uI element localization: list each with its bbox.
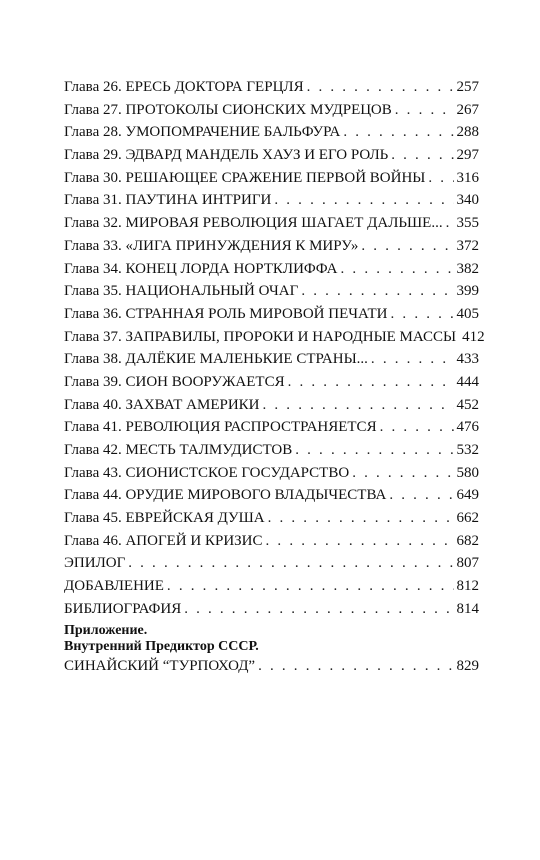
toc-entry-page: 682 (456, 532, 479, 549)
dot-leader (167, 575, 454, 598)
toc-entry-page: 444 (456, 373, 479, 390)
toc-entry (64, 507, 479, 530)
dot-leader (268, 507, 454, 530)
toc-entry-page: 340 (456, 192, 479, 209)
toc-entry (64, 416, 479, 439)
toc-entry-title: Глава 36. СТРАННАЯ РОЛЬ МИРОВОЙ ПЕЧАТИ (64, 305, 388, 322)
toc-entry-title: Глава 46. АПОГЕЙ И КРИЗИС (64, 532, 263, 549)
dot-leader (307, 76, 454, 99)
toc-entry-page: 288 (456, 124, 479, 141)
table-of-contents (64, 76, 485, 677)
toc-entry-title: Глава 29. ЭДВАРД МАНДЕЛЬ ХАУЗ И ЕГО РОЛЬ (64, 147, 389, 164)
toc-entry-page: 257 (456, 79, 479, 95)
dot-leader (352, 462, 453, 485)
toc-entry-page: 649 (456, 487, 479, 504)
toc-entry-page: 297 (456, 147, 479, 164)
toc-entry-title: Глава 39. СИОН ВООРУЖАЕТСЯ (64, 373, 285, 390)
toc-entry-title: ЭПИЛОГ (64, 555, 126, 572)
dot-leader (288, 371, 454, 394)
toc-entry-page: 372 (456, 237, 479, 254)
dot-leader (446, 212, 454, 235)
toc-entry-title: Глава 27. ПРОТОКОЛЫ СИОНСКИХ МУДРЕЦОВ (64, 101, 392, 118)
toc-entry (64, 575, 479, 598)
toc-entry-title: Глава 42. МЕСТЬ ТАЛМУДИСТОВ (64, 442, 293, 458)
toc-entry (64, 484, 479, 507)
toc-entry-title: Глава 38. ДАЛЁКИЕ МАЛЕНЬКИЕ СТРАНЫ... (64, 351, 368, 368)
toc-entry (64, 235, 479, 258)
dot-leader (274, 189, 453, 212)
dot-leader (341, 258, 454, 281)
toc-entry (64, 258, 479, 281)
dot-leader (301, 280, 453, 303)
dot-leader (258, 655, 453, 678)
toc-entry (64, 462, 479, 485)
toc-entry-page: 405 (456, 305, 479, 322)
dot-leader (389, 484, 453, 507)
toc-entry (64, 552, 479, 575)
toc-entry-title: Глава 43. СИОНИСТСКОЕ ГОСУДАРСТВО (64, 464, 350, 481)
toc-appendix (64, 623, 479, 678)
dot-leader (395, 99, 454, 122)
toc-entry-title: Глава 32. МИРОВАЯ РЕВОЛЮЦИЯ ШАГАЕТ ДАЛЬШЕ... (64, 215, 443, 232)
toc-entry-page: 532 (456, 442, 479, 458)
toc-entry-page: 267 (456, 101, 479, 118)
toc-entry-page: 580 (456, 464, 479, 481)
dot-leader (343, 121, 453, 144)
toc-entry-title: Глава 44. ОРУДИЕ МИРОВОГО ВЛАДЫЧЕСТВА (64, 487, 387, 504)
toc-entry (64, 326, 485, 349)
toc-entry-page: 412 (462, 328, 485, 345)
appendix-entry-title: СИНАЙСКИЙ “ТУРПОХОД” (64, 657, 256, 674)
toc-entry-title: Глава 30. РЕШАЮЩЕЕ СРАЖЕНИЕ ПЕРВОЙ ВОЙНЫ (64, 169, 426, 186)
dot-leader (428, 167, 453, 190)
toc-entry (64, 348, 479, 371)
appendix-author: Внутренний Предиктор СССР. (64, 638, 259, 654)
dot-leader (266, 530, 454, 553)
toc-entry (64, 394, 479, 417)
toc-entry-title: Глава 31. ПАУТИНА ИНТРИГИ (64, 192, 272, 209)
toc-entry-title: Глава 33. «ЛИГА ПРИНУЖДЕНИЯ К МИРУ» (64, 237, 359, 254)
dot-leader (128, 552, 453, 575)
toc-entry-page: 476 (456, 419, 479, 436)
toc-entry-title: ДОБАВЛЕНИЕ (64, 578, 164, 595)
toc-entry-title: Глава 37. ЗАПРАВИЛЫ, ПРОРОКИ И НАРОДНЫЕ МАССЫ (64, 328, 457, 345)
toc-entry (64, 598, 479, 621)
toc-entry (64, 371, 479, 394)
toc-entry (64, 530, 479, 553)
toc-entry-page: 814 (456, 600, 479, 617)
toc-entry-page: 662 (456, 510, 479, 527)
toc-entry (64, 99, 479, 122)
dot-leader (361, 235, 453, 258)
toc-entry-page: 812 (456, 578, 479, 595)
toc-entry-title: Глава 40. ЗАХВАТ АМЕРИКИ (64, 396, 260, 413)
dot-leader (295, 439, 453, 462)
toc-entry-title: Глава 34. КОНЕЦ ЛОРДА НОРТКЛИФФА (64, 260, 338, 277)
dot-leader (184, 598, 453, 621)
dot-leader (380, 416, 454, 439)
toc-entry-page: 399 (456, 283, 479, 300)
toc-entries-list (64, 76, 485, 621)
dot-leader (391, 144, 453, 167)
toc-entry (64, 189, 479, 212)
toc-entry-page: 382 (456, 260, 479, 277)
toc-entry-title: БИБЛИОГРАФИЯ (64, 600, 182, 617)
toc-entry (64, 76, 479, 99)
dot-leader (371, 348, 454, 371)
toc-entry-page: 433 (456, 351, 479, 368)
toc-entry (64, 212, 479, 235)
toc-entry (64, 144, 479, 167)
appendix-entry-page: 829 (456, 657, 479, 674)
appendix-label: Приложение. (64, 622, 148, 638)
toc-entry-page: 807 (456, 555, 479, 572)
toc-entry (64, 167, 479, 190)
toc-entry (64, 303, 479, 326)
toc-entry-title: Глава 28. УМОПОМРАЧЕНИЕ БАЛЬФУРА (64, 124, 341, 141)
toc-entry (64, 280, 479, 303)
toc-entry (64, 439, 479, 462)
toc-entry-page: 452 (456, 396, 479, 413)
toc-entry-title: Глава 26. ЕРЕСЬ ДОКТОРА ГЕРЦЛЯ (64, 79, 304, 95)
toc-entry (64, 121, 479, 144)
toc-entry-title: Глава 45. ЕВРЕЙСКАЯ ДУША (64, 510, 265, 527)
toc-entry-title: Глава 41. РЕВОЛЮЦИЯ РАСПРОСТРАНЯЕТСЯ (64, 419, 377, 436)
toc-entry-title: Глава 35. НАЦИОНАЛЬНЫЙ ОЧАГ (64, 283, 299, 300)
appendix-entry (64, 655, 479, 678)
toc-entry-page: 316 (456, 169, 479, 186)
dot-leader (263, 394, 454, 417)
toc-entry-page: 355 (456, 215, 479, 232)
dot-leader (391, 303, 454, 326)
